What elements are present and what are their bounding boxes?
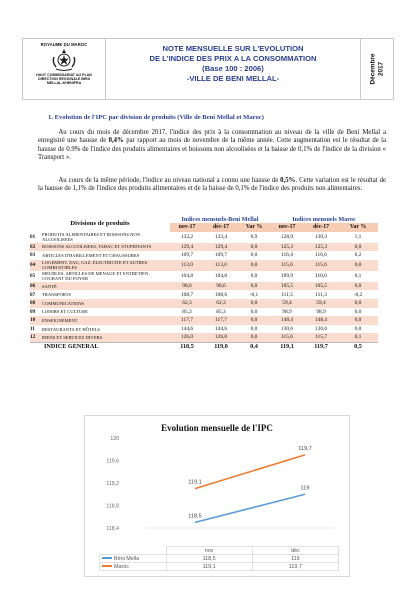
period-label (370, 54, 385, 85)
total-value-cell: 0,5 (338, 342, 378, 351)
value-cell: 129,4 (204, 243, 238, 252)
value-cell: 125,3 (270, 243, 304, 252)
group-header-maroc: Indices mensuels Maroc (292, 215, 356, 223)
value-cell: 109,9 (280, 273, 294, 280)
total-label: INDICE GENERAL (42, 342, 170, 351)
table-row (30, 271, 378, 282)
royaume-label: ROYAUME DU MAROC (40, 42, 88, 47)
value-cell: 130,6 (314, 326, 328, 333)
legend-value: 119,7 (252, 563, 338, 571)
division-label: LOGEMENT, EAU, GAZ, ELECTRICITE ET AUTRES COMBUSTIBLES (42, 260, 170, 271)
value-cell: 144,6 (180, 326, 194, 333)
division-code: 12 (30, 333, 42, 342)
division-code: 08 (30, 299, 42, 308)
value-cell: 0,0 (338, 316, 378, 325)
table-row (30, 299, 378, 308)
value-cell: 115,7 (304, 333, 338, 342)
table-row (30, 290, 378, 299)
value-cell: 0,0 (354, 308, 362, 315)
table-row (30, 260, 378, 271)
y-tick-label: 118,4 (106, 526, 119, 532)
y-tick-label: 119,6 (106, 458, 119, 465)
division-code: 10 (30, 316, 42, 325)
period-month: Décembre (369, 53, 377, 85)
value-cell: 0,9 (250, 234, 258, 241)
division-code: 11 (30, 326, 35, 333)
division-code: 07 (30, 291, 36, 298)
table-row (30, 325, 378, 334)
series-line-0 (195, 494, 305, 522)
title-line: (Base 100 : 2006) (202, 64, 264, 73)
division-code: 03 (30, 252, 36, 259)
total-value-cell: 119,1 (270, 342, 304, 351)
value-cell: 104,8 (180, 273, 194, 280)
value-cell: 59,4 (304, 299, 338, 308)
document-header (22, 38, 394, 100)
legend-header-row (100, 547, 339, 555)
category-label: nov (166, 547, 252, 555)
value-cell: 1,1 (354, 234, 362, 241)
coat-of-arms-icon (51, 48, 77, 72)
value-cell: 115,6 (304, 260, 338, 271)
legend-row-beni-mellal (100, 555, 339, 563)
division-label: SANTÉ (42, 282, 170, 291)
value-cell: 130,6 (280, 326, 294, 333)
legend-swatch-icon (102, 557, 112, 559)
table-row (30, 232, 378, 243)
value-cell: 113,0 (170, 260, 204, 271)
value-cell: 109,7 (214, 252, 228, 259)
division-code: 04 (30, 260, 42, 271)
value-cell: 85,3 (216, 308, 226, 315)
value-cell: 117,7 (170, 316, 204, 325)
table-row (30, 251, 378, 260)
value-cell: 0,0 (238, 316, 270, 325)
text-span: par rapport au mois de novembre de la même année. Cette augmentation est le résultat de la hausse de 0.9% de l'indice des produits alimentaires et boissons non alcoolisées et la baisse de 0,1% de l'indice de la division « Transport ». (38, 137, 386, 161)
legend-series (100, 563, 167, 571)
value-cell: 0,1 (354, 273, 362, 280)
institution-block (23, 39, 106, 99)
division-label: TRANSPORTS (42, 292, 72, 298)
paragraph-beni-mellal (38, 129, 386, 162)
document-title (106, 39, 360, 99)
division-label: ENSEIGNEMENT (42, 316, 170, 325)
legend-series (100, 555, 167, 563)
value-cell: 104,8 (214, 273, 228, 280)
value-cell: 113,0 (204, 260, 238, 271)
division-label: MEUBLES, ARTICLES DE MENAGE ET ENTRETIEN COURANT DU FOYER (42, 271, 149, 282)
value-cell: 126,0 (204, 333, 238, 342)
value-cell: 0,0 (338, 299, 378, 308)
value-cell: 129,4 (170, 243, 204, 252)
data-label: 119,1 (188, 479, 202, 486)
legend-row-maroc (100, 563, 339, 571)
value-cell: 0,0 (338, 243, 378, 252)
division-code: 06 (30, 282, 42, 291)
chart-plot (85, 416, 349, 546)
subheader-cell: nov-17 (170, 223, 204, 231)
value-cell: 0,0 (338, 260, 378, 271)
total-value-cell: 118,5 (170, 342, 204, 351)
series-line-1 (195, 455, 305, 489)
group-header-beni-mellal: Indices mensuels-Beni Mellal (181, 215, 259, 223)
value-cell: 111,5 (281, 291, 293, 298)
text-span: Au cours du mois de décembre 2017, l'indice des prix à la consommation au niveau de la ville de Beni Mellal a enregistré une hausse de (38, 129, 386, 145)
value-cell: 105,5 (270, 282, 304, 291)
value-cell: 144,6 (214, 326, 228, 333)
value-cell: 59,4 (270, 299, 304, 308)
division-label: ARTICLES D'HABILLEMENT ET CHAUSSURES (42, 252, 140, 258)
text-span: Au cours de la même période, l'indice au niveau national a connu une hausse de (58, 177, 281, 184)
table-row (30, 316, 378, 325)
table-row (30, 308, 378, 317)
hcp-lines (23, 73, 105, 86)
value-cell: 0,0 (250, 273, 258, 280)
category-label: déc (252, 547, 338, 555)
value-cell: 0,0 (338, 282, 378, 291)
value-cell: 98,9 (316, 308, 326, 315)
total-value-cell: 119,7 (304, 342, 338, 351)
table-header-row (30, 215, 378, 223)
division-label: BIENS ET SERVICES DIVERS (42, 333, 170, 342)
value-cell: 148,4 (270, 316, 304, 325)
value-cell: 126,0 (170, 333, 204, 342)
value-cell: 116,4 (281, 252, 293, 259)
division-code: 09 (30, 308, 36, 315)
value-cell: -0,2 (353, 291, 363, 298)
value-cell: 115,6 (270, 333, 304, 342)
value-cell: 108,7 (180, 291, 194, 298)
value-cell: 85,3 (182, 308, 192, 315)
value-cell: 110,0 (315, 273, 327, 280)
subheader-cell: Var % (238, 223, 270, 231)
value-cell: 130,3 (314, 234, 328, 241)
y-tick-label: 118,8 (106, 503, 119, 510)
section-title: 1. Evolution de l'IPC par division de produits (Ville de Beni Mellal et Maroc) (48, 114, 264, 121)
value-cell: 0,0 (250, 308, 258, 315)
value-cell: 148,4 (304, 316, 338, 325)
period-block (360, 39, 393, 99)
legend-series-name: Béni Mella (114, 555, 140, 562)
division-code: 02 (30, 243, 42, 252)
y-tick-label: 120 (110, 436, 119, 442)
title-line: DE L'INDICE DES PRIX A LA CONSOMMATION (149, 54, 317, 63)
data-label: 118,5 (188, 513, 202, 520)
value-cell: 98,9 (282, 308, 292, 315)
total-spacer (30, 342, 42, 351)
value-cell: 116,6 (315, 252, 327, 259)
table-row (30, 333, 378, 342)
paragraph-maroc (38, 177, 386, 194)
value-cell: 115,6 (270, 260, 304, 271)
total-value-cell: 119,0 (204, 342, 238, 351)
subheader-cell: Var % (338, 223, 378, 231)
division-label: PRODUITS ALIMENTAIRES ET BOISSONS NON ALCOOLISEES (42, 232, 141, 243)
ipc-chart (84, 415, 350, 577)
value-cell: 117,7 (204, 316, 238, 325)
table-row (30, 282, 378, 291)
table-row (30, 243, 378, 252)
ipc-table (30, 215, 378, 351)
value-cell: 0,2 (354, 252, 362, 259)
col-divisions-header: Divisions de produits (70, 219, 130, 227)
subheader-cell: déc-17 (304, 223, 338, 231)
total-value-cell: 0,4 (238, 342, 270, 351)
value-cell: 105,5 (304, 282, 338, 291)
division-label: RESTAURANTS ET HÔTELS (42, 326, 100, 332)
value-cell: 125,3 (304, 243, 338, 252)
value-cell: 98,6 (170, 282, 204, 291)
text-span: . Cette variation est le résultat de la hausse de 1,1% de l'indice des produits alimentaires et de la baisse de 0,1% de l'indice des produits non alimentaires. (38, 177, 386, 193)
value-cell: 0,0 (238, 282, 270, 291)
hcp-line: MELLAL-KHENIFRA (46, 81, 82, 86)
chart-data-table (99, 546, 339, 571)
legend-swatch-icon (102, 565, 112, 567)
y-tick-label: 119,2 (106, 481, 119, 487)
value-cell: 62,3 (204, 299, 238, 308)
legend-value: 118,5 (166, 555, 252, 563)
value-cell: 0,1 (338, 333, 378, 342)
division-code: 01 (30, 234, 36, 241)
value-cell: 0,0 (354, 326, 362, 333)
division-label: COMMUNICATIONS (42, 299, 170, 308)
subheader-cell: nov-17 (270, 223, 304, 231)
value-cell: 133,4 (214, 234, 228, 241)
hcp-line: DIRECTION REGIONALE BENI (38, 77, 90, 82)
bold-value: 0,4% (108, 137, 124, 145)
data-label: 119 (300, 485, 310, 492)
division-label: BOISSONS ALCOOLISEES, TABAC ET STUPEFIANTS (42, 243, 170, 252)
value-cell: 0,0 (250, 252, 258, 259)
value-cell: -0,1 (249, 291, 259, 298)
value-cell: 0,0 (238, 243, 270, 252)
value-cell: 111,3 (315, 291, 327, 298)
legend-series-name: Maroc (114, 563, 129, 570)
hcp-line: HAUT COMMISSARIAT AU PLAN (36, 73, 92, 77)
division-code: 05 (30, 273, 36, 280)
value-cell: 128,9 (280, 234, 294, 241)
title-line: NOTE MENSUELLE SUR L'EVOLUTION (162, 44, 304, 53)
legend-value: 119 (252, 555, 338, 563)
value-cell: 98,6 (204, 282, 238, 291)
table-total-row (30, 342, 378, 351)
title-line: -VILLE DE BENI MELLAL- (186, 74, 280, 83)
value-cell: 132,2 (180, 234, 194, 241)
value-cell: 0,0 (250, 326, 258, 333)
legend-value: 119,1 (166, 563, 252, 571)
value-cell: 0,0 (238, 333, 270, 342)
value-cell: 62,3 (170, 299, 204, 308)
value-cell: 109,7 (180, 252, 194, 259)
division-label: LOISIRS ET CULTURE (42, 309, 88, 315)
value-cell: 0,0 (238, 299, 270, 308)
bold-value: 0,5% (280, 177, 296, 184)
chart-title: Evolution mensuelle de l'IPC (161, 423, 273, 433)
value-cell: 108,6 (214, 291, 228, 298)
period-year: 2017 (377, 61, 384, 77)
data-label: 119,7 (298, 445, 312, 452)
value-cell: 0,0 (238, 260, 270, 271)
subheader-cell: déc-17 (204, 223, 238, 231)
